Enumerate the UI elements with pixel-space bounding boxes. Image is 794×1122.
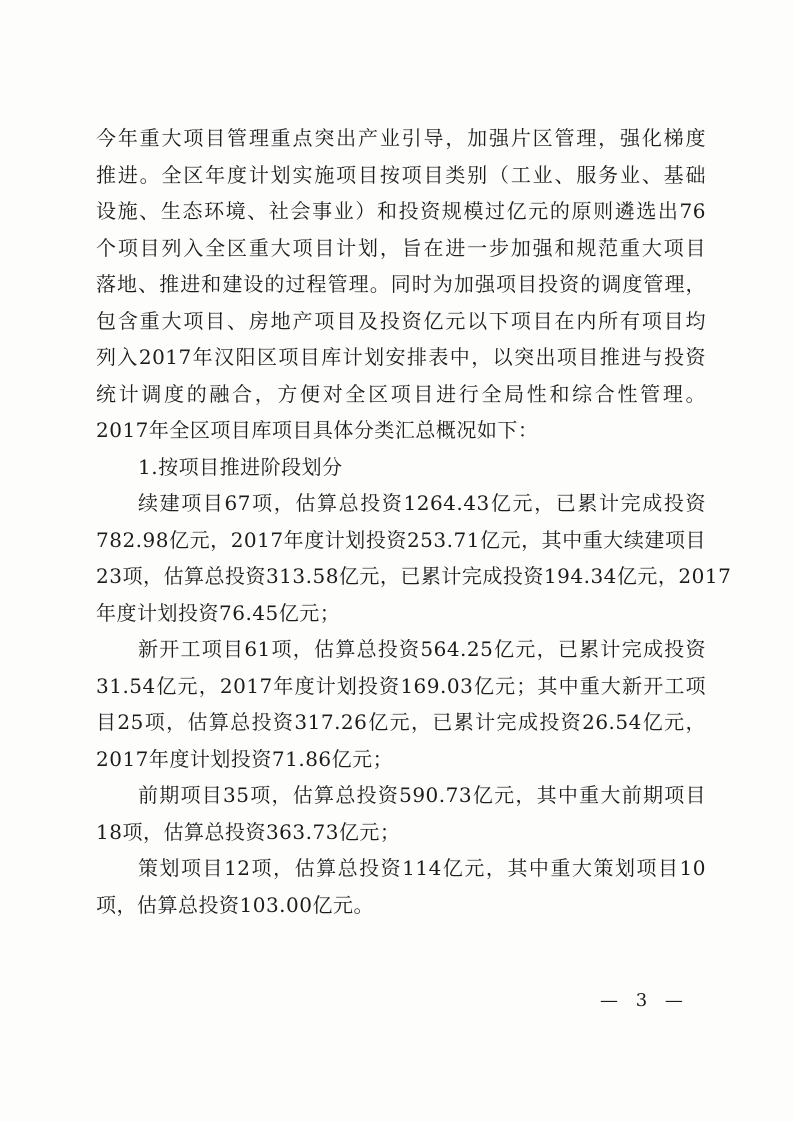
text-line: 年度计划投资76.45亿元； [96, 600, 341, 625]
text-line: 项，估算总投资103.00亿元。 [96, 892, 374, 917]
text-line: 新开工项目61项，估算总投资564.25亿元，已累计完成投资 [138, 637, 706, 661]
body-text [96, 120, 732, 923]
section-heading: 1.按项目推进阶段划分 [138, 454, 343, 479]
text-line: 续建项目67项，估算总投资1264.43亿元，已累计完成投资 [138, 491, 706, 515]
text-line: 2017年全区项目库项目具体分类汇总概况如下： [96, 418, 539, 442]
text-line: 今年重大项目管理重点突出产业引导，加强片区管理，强化梯度 [96, 126, 706, 150]
text-line: 2017年度计划投资71.86亿元； [96, 746, 394, 771]
text-line: 推进。全区年度计划实施项目按项目类别（工业、服务业、基础 [96, 162, 706, 187]
text-line: 落地、推进和建设的过程管理。同时为加强项目投资的调度管理， [96, 272, 706, 296]
text-line: 列入2017年汉阳区项目库计划安排表中，以突出项目推进与投资 [96, 345, 706, 369]
text-line: 策划项目12项，估算总投资114亿元，其中重大策划项目10 [138, 856, 706, 880]
text-line: 设施、生态环境、社会事业）和投资规模过亿元的原则遴选出76 [96, 199, 706, 223]
text-line: 前期项目35项，估算总投资590.73亿元，其中重大前期项目 [138, 783, 706, 807]
text-line: 统计调度的融合，方便对全区项目进行全局性和综合性管理。 [96, 381, 706, 406]
text-line: 目25项，估算总投资317.26亿元，已累计完成投资26.54亿元， [96, 710, 706, 734]
text-line: 31.54亿元，2017年度计划投资169.03亿元；其中重大新开工项 [96, 673, 706, 698]
text-line: 23项，估算总投资313.58亿元，已累计完成投资194.34亿元，2017 [96, 564, 732, 588]
text-line: 18项，估算总投资363.73亿元； [96, 819, 401, 844]
page-number: — 3 — [600, 990, 689, 1011]
text-line: 782.98亿元，2017年度计划投资253.71亿元，其中重大续建项目 [96, 527, 706, 552]
text-line: 包含重大项目、房地产项目及投资亿元以下项目在内所有项目均 [96, 308, 706, 333]
text-line: 个项目列入全区重大项目计划，旨在进一步加强和规范重大项目 [96, 235, 706, 260]
